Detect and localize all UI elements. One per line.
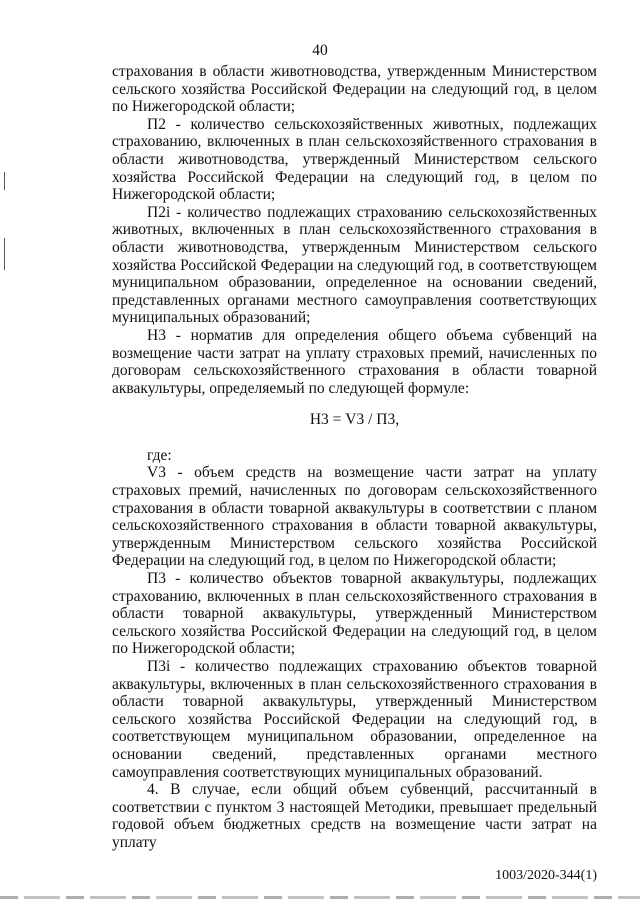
paragraph-p2i: П2i - количество подлежащих страхованию сельскохозяйственных животных, включенных в план сельскохозяйственного страхования в области животноводства, утвержденным Министерством сельского хозяйства Российской Федерации на следующий год, в соответствующем муниципальном образовании, определенное на основании сведений, представленных органами местного самоуправления соответствующих муниципальных образований; — [112, 203, 597, 327]
paragraph-p2: П2 - количество сельскохозяйственных животных, подлежащих страхованию, включенных в план сельскохозяйственного страхования в области животноводства, утвержденный Министерством сельского хозяйства Российской Федерации на следующий год, в целом по Нижегородской области; — [112, 115, 597, 204]
where-label: где: — [147, 446, 172, 464]
document-body — [112, 63, 597, 852]
paragraph-n3: Н3 - норматив для определения общего объема субвенций на возмещение части затрат на уплату страховых премий, начисленных по договорам сельскохозяйственного страхования в области товарной аквакультуры, определяемый по следующей формуле: — [112, 326, 597, 397]
paragraph-continuation: страхования в области животноводства, утвержденным Министерством сельского хозяйства Российской Федерации на следующий год, в целом по Нижегородской области; — [112, 63, 597, 116]
paragraph-v3: V3 - объем средств на возмещение части затрат на уплату страховых премий, начисленных по договорам сельскохозяйственного страхования в области товарной аквакультуры в соответствии с планом сельскохозяйственного страхования в области товарной аквакультуры, утвержденным Министерством сельского хозяйства Российской Федерации на следующий год, в целом по Нижегородской области; — [112, 464, 597, 570]
margin-mark — [4, 238, 5, 270]
margin-mark — [4, 172, 5, 190]
paragraph-item-4: 4. В случае, если общий объем субвенций, рассчитанный в соответствии с пунктом 3 настоящей Методики, превышает предельный годовой объем бюджетных средств на возмещение части затрат на уплату — [112, 781, 597, 851]
paragraph-p3: П3 - количество объектов товарной аквакультуры, подлежащих страхованию, включенных в план сельскохозяйственного страхования в области товарной аквакультуры, утвержденный Министерством сельского хозяйства Российской Федерации на следующий год, в целом по Нижегородской области; — [112, 570, 597, 658]
document-code: 1003/2020-344(1) — [495, 868, 597, 883]
page-number: 40 — [312, 42, 328, 59]
formula: Н3 = V3 / П3, — [309, 411, 400, 429]
paragraph-p3i: П3i - количество подлежащих страхованию объектов товарной аквакультуры, включенных в план сельскохозяйственного страхования в области товарной аквакультуры, утвержденный Министерством сельского хозяйства Российской Федерации на следующий год, в соответствующем муниципальном образовании, определенное на основании сведений, представленных органами местного самоуправления соответствующих муниципальных образований. — [112, 658, 597, 781]
scan-edge — [0, 896, 640, 899]
